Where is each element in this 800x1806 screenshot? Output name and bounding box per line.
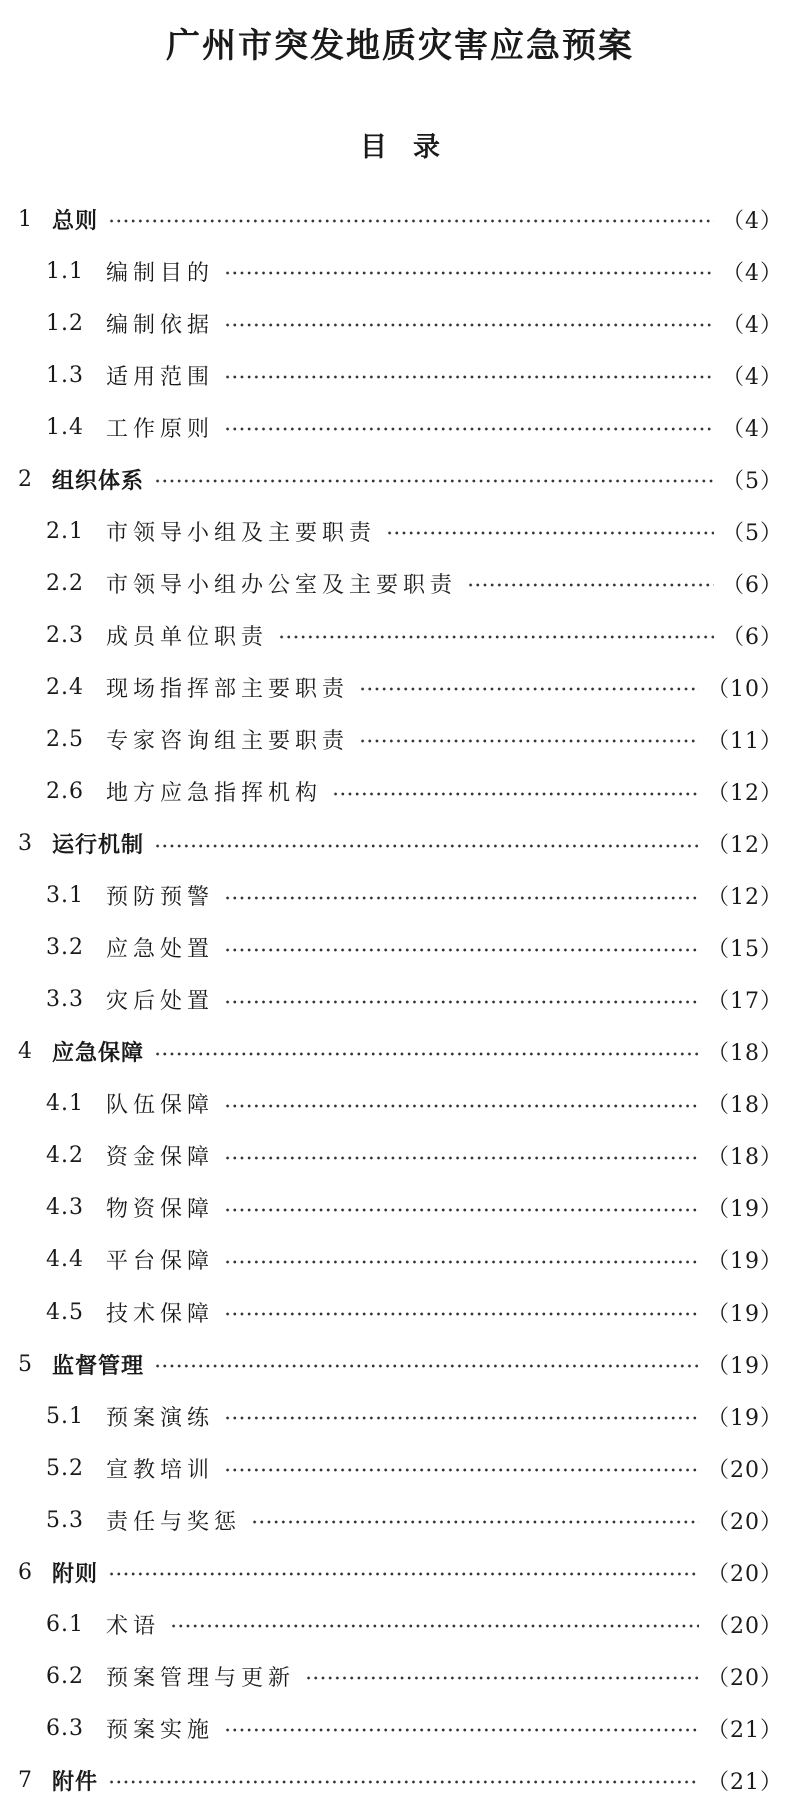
toc-entry-page: （6）: [722, 624, 783, 650]
toc-entry-page: （4）: [722, 208, 783, 234]
toc-entry-title: 成员单位职责: [106, 624, 269, 650]
toc-entry-page: （20）: [707, 1509, 783, 1535]
toc-subsection-entry[interactable]: [0, 349, 800, 401]
toc-entry-page: （19）: [707, 1353, 783, 1379]
toc-entry-number: 5.1: [46, 1403, 84, 1429]
toc-entry-number: 1.2: [46, 310, 84, 336]
toc-entry-page: （4）: [722, 260, 783, 286]
toc-subsection-entry[interactable]: [0, 1650, 800, 1702]
toc-dot-leader: [224, 322, 714, 328]
toc-entry-title: 地方应急指挥机构: [106, 781, 323, 807]
toc-dot-leader: [251, 1519, 699, 1525]
toc-entry-page: （21）: [707, 1769, 783, 1795]
toc-dot-leader: [170, 1623, 699, 1629]
toc-subsection-entry[interactable]: [0, 1130, 800, 1182]
toc-entry-page: （4）: [722, 312, 783, 338]
toc-subsection-entry[interactable]: [0, 1182, 800, 1234]
toc-dot-leader: [108, 1571, 699, 1577]
toc-entry-page: （4）: [722, 364, 783, 390]
toc-entry-title: 附则: [52, 1561, 99, 1587]
toc-entry-title: 责任与奖惩: [106, 1509, 242, 1535]
toc-dot-leader: [224, 1259, 699, 1265]
toc-subsection-entry[interactable]: [0, 1390, 800, 1442]
toc-dot-leader: [224, 270, 714, 276]
toc-entry-title: 监督管理: [52, 1353, 145, 1379]
toc-entry-title: 市领导小组办公室及主要职责: [106, 572, 458, 598]
toc-entry-number: 5: [18, 1351, 32, 1377]
toc-entry-page: （20）: [707, 1665, 783, 1691]
toc-entry-number: 4.1: [46, 1091, 84, 1117]
toc-entry-title: 应急保障: [52, 1041, 145, 1067]
toc-entry-number: 4.2: [46, 1143, 84, 1169]
toc-dot-leader: [108, 1779, 699, 1785]
toc-entry-number: 6.3: [46, 1715, 84, 1741]
toc-entry-number: 6.2: [46, 1663, 84, 1689]
toc-entry-page: （17）: [707, 989, 783, 1015]
toc-entry-title: 组织体系: [52, 468, 145, 494]
toc-entry-title: 预案演练: [106, 1405, 215, 1431]
toc-entry-title: 宣教培训: [106, 1457, 215, 1483]
toc-entry-title: 专家咨询组主要职责: [106, 728, 350, 754]
toc-dot-leader: [154, 1051, 699, 1057]
toc-entry-page: （11）: [707, 728, 783, 754]
toc-entry-page: （5）: [722, 468, 783, 494]
toc-entry-title: 预防预警: [106, 885, 215, 911]
toc-entry-title: 市领导小组及主要职责: [106, 520, 377, 546]
toc-entry-title: 附件: [52, 1769, 99, 1795]
toc-dot-leader: [224, 1311, 699, 1317]
toc-dot-leader: [224, 895, 699, 901]
toc-dot-leader: [224, 1727, 699, 1733]
toc-entry-number: 6: [18, 1559, 32, 1585]
toc-entry-title: 预案实施: [106, 1717, 215, 1743]
toc-entry-page: （20）: [707, 1561, 783, 1587]
toc-entry-number: 4.3: [46, 1195, 84, 1221]
toc-entry-number: 1.3: [46, 362, 84, 388]
toc-dot-leader: [224, 374, 714, 380]
toc-entry-number: 1: [18, 206, 32, 232]
toc-entry-number: 1.4: [46, 414, 84, 440]
toc-subsection-entry[interactable]: [0, 297, 800, 349]
toc-entry-number: 4: [18, 1039, 32, 1065]
toc-section-entry[interactable]: [0, 1754, 800, 1806]
toc-subsection-entry[interactable]: [0, 922, 800, 974]
toc-entry-number: 5.2: [46, 1455, 84, 1481]
toc-entry-title: 术语: [106, 1613, 161, 1639]
toc-section-entry[interactable]: [0, 453, 800, 505]
toc-entry-page: （18）: [707, 1041, 783, 1067]
toc-entry-page: （12）: [707, 885, 783, 911]
toc-heading-right: 录: [413, 132, 440, 163]
toc-dot-leader: [224, 1467, 699, 1473]
toc-dot-leader: [224, 1155, 699, 1161]
toc-entry-number: 3.2: [46, 935, 84, 961]
toc-subsection-entry[interactable]: [0, 609, 800, 661]
toc-heading: [0, 126, 800, 170]
toc-entry-number: 6.1: [46, 1611, 84, 1637]
toc-entry-number: 2.6: [46, 779, 84, 805]
toc-entry-title: 应急处置: [106, 937, 215, 963]
toc-subsection-entry[interactable]: [0, 505, 800, 557]
toc-dot-leader: [332, 791, 699, 797]
toc-subsection-entry[interactable]: [0, 1286, 800, 1338]
toc-dot-leader: [224, 1415, 699, 1421]
toc-entry-page: （20）: [707, 1613, 783, 1639]
toc-entry-number: 4.4: [46, 1247, 84, 1273]
toc-section-entry[interactable]: [0, 1026, 800, 1078]
toc-subsection-entry[interactable]: [0, 713, 800, 765]
toc-dot-leader: [359, 686, 699, 692]
toc-entry-page: （10）: [707, 676, 783, 702]
toc-entry-number: 1.1: [46, 258, 84, 284]
toc-entry-title: 平台保障: [106, 1249, 215, 1275]
toc-entry-number: 7: [18, 1767, 32, 1793]
toc-dot-leader: [154, 478, 714, 484]
toc-subsection-entry[interactable]: [0, 1078, 800, 1130]
toc-entry-page: （5）: [722, 520, 783, 546]
toc-subsection-entry[interactable]: [0, 1598, 800, 1650]
toc-subsection-entry[interactable]: [0, 1442, 800, 1494]
toc-entry-page: （20）: [707, 1457, 783, 1483]
toc-dot-leader: [224, 947, 699, 953]
toc-entry-title: 物资保障: [106, 1197, 215, 1223]
toc-dot-leader: [224, 999, 699, 1005]
toc-subsection-entry[interactable]: [0, 1494, 800, 1546]
toc-entry-number: 2.4: [46, 674, 84, 700]
toc-dot-leader: [278, 634, 714, 640]
toc-subsection-entry[interactable]: [0, 661, 800, 713]
toc-section-entry[interactable]: [0, 193, 800, 245]
toc-subsection-entry[interactable]: [0, 974, 800, 1026]
toc-dot-leader: [359, 738, 699, 744]
toc-dot-leader: [108, 218, 714, 224]
toc-entry-page: （12）: [707, 781, 783, 807]
toc-entry-number: 4.5: [46, 1299, 84, 1325]
toc-subsection-entry[interactable]: [0, 766, 800, 818]
toc-dot-leader: [154, 843, 699, 849]
toc-entry-title: 总则: [52, 208, 99, 234]
toc-subsection-entry[interactable]: [0, 557, 800, 609]
toc-entry-number: 3.3: [46, 987, 84, 1013]
toc-dot-leader: [467, 582, 714, 588]
toc-entry-number: 3.1: [46, 883, 84, 909]
toc-entry-page: （15）: [707, 937, 783, 963]
toc-entry-page: （19）: [707, 1301, 783, 1327]
toc-subsection-entry[interactable]: [0, 1702, 800, 1754]
toc-entry-title: 编制依据: [106, 312, 215, 338]
toc-dot-leader: [224, 1207, 699, 1213]
toc-subsection-entry[interactable]: [0, 870, 800, 922]
toc-dot-leader: [305, 1675, 699, 1681]
toc-subsection-entry[interactable]: [0, 1234, 800, 1286]
toc-entry-number: 5.3: [46, 1507, 84, 1533]
toc-entry-page: （21）: [707, 1717, 783, 1743]
toc-entry-page: （19）: [707, 1197, 783, 1223]
toc-subsection-entry[interactable]: [0, 401, 800, 453]
toc-entry-number: 2.3: [46, 622, 84, 648]
document-title: 广州市突发地质灾害应急预案: [166, 26, 634, 66]
table-of-contents: [0, 193, 800, 1806]
toc-entry-number: 2.1: [46, 518, 84, 544]
toc-section-entry[interactable]: [0, 1546, 800, 1598]
toc-section-entry[interactable]: [0, 818, 800, 870]
toc-section-entry[interactable]: [0, 1338, 800, 1390]
toc-entry-title: 适用范围: [106, 364, 215, 390]
toc-entry-page: （6）: [722, 572, 783, 598]
toc-entry-number: 2.2: [46, 570, 84, 596]
toc-entry-title: 编制目的: [106, 260, 215, 286]
toc-entry-title: 灾后处置: [106, 989, 215, 1015]
toc-entry-page: （18）: [707, 1145, 783, 1171]
toc-dot-leader: [386, 530, 714, 536]
toc-entry-page: （12）: [707, 833, 783, 859]
toc-dot-leader: [224, 1103, 699, 1109]
toc-dot-leader: [154, 1363, 699, 1369]
toc-entry-title: 预案管理与更新: [106, 1665, 296, 1691]
toc-dot-leader: [224, 426, 714, 432]
toc-entry-title: 运行机制: [52, 833, 145, 859]
toc-entry-page: （19）: [707, 1405, 783, 1431]
toc-entry-title: 技术保障: [106, 1301, 215, 1327]
toc-heading-left: 目: [360, 132, 387, 163]
toc-entry-number: 2: [18, 466, 32, 492]
toc-entry-number: 2.5: [46, 726, 84, 752]
toc-subsection-entry[interactable]: [0, 245, 800, 297]
toc-entry-page: （19）: [707, 1249, 783, 1275]
toc-entry-page: （18）: [707, 1093, 783, 1119]
toc-entry-title: 资金保障: [106, 1145, 215, 1171]
toc-entry-title: 队伍保障: [106, 1093, 215, 1119]
toc-entry-title: 现场指挥部主要职责: [106, 676, 350, 702]
toc-entry-page: （4）: [722, 416, 783, 442]
toc-entry-title: 工作原则: [106, 416, 215, 442]
toc-entry-number: 3: [18, 831, 32, 857]
